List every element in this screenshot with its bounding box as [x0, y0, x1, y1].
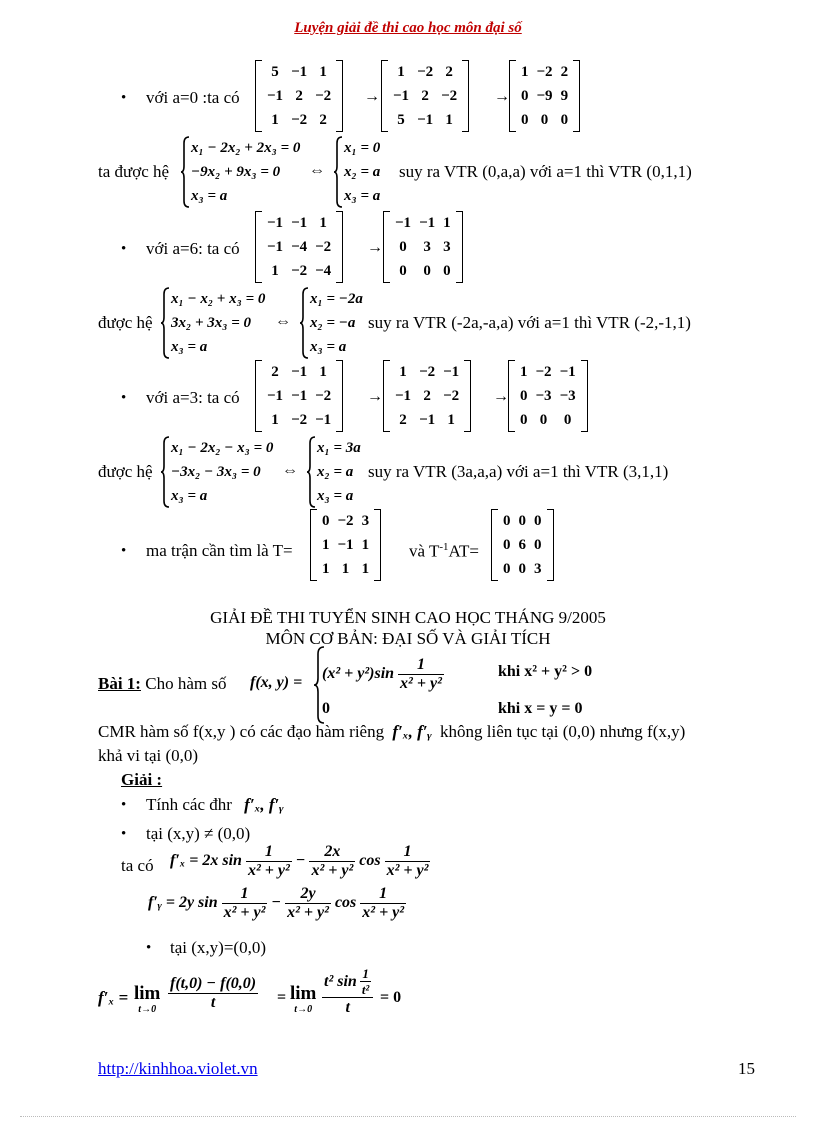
- matrix-row: [391, 360, 463, 384]
- arrow: →: [364, 88, 380, 105]
- matrix-row: [499, 557, 546, 581]
- matrix-cell: 0: [503, 512, 511, 529]
- matrix-cell: 0: [503, 560, 511, 577]
- matrix-row: [263, 259, 335, 283]
- limit-denominator: t: [345, 999, 350, 1016]
- fraction-denominator: x² + y²: [247, 862, 290, 879]
- system-equation: x₂ = −a: [310, 315, 356, 331]
- matrix-cell: −9: [536, 87, 553, 104]
- system-a6-right: [299, 287, 363, 359]
- matrix-cell: 1: [319, 63, 327, 80]
- matrix-cell: 0: [540, 111, 549, 128]
- system-equation: x₁ = 3a: [317, 440, 361, 456]
- matrix-cell: −2: [535, 363, 552, 380]
- matrix-cell: 3: [534, 560, 542, 577]
- matrix-cell: 1: [361, 560, 370, 577]
- matrix-cell: −1: [559, 363, 576, 380]
- result-lead: ma trận cần tìm là T=: [146, 541, 293, 560]
- matrix-row: [391, 211, 455, 235]
- arrow: →: [494, 88, 510, 105]
- matrix-cell: −1: [395, 214, 412, 231]
- system-equation: x₂ = a: [317, 464, 354, 480]
- system-equation: x₁ − x₂ + x₃ = 0: [171, 291, 266, 307]
- result-mid2-text: AT=: [448, 541, 479, 561]
- piecewise-case1: [322, 656, 444, 693]
- matrix-cell: 1: [271, 262, 279, 279]
- matrix-row: [318, 509, 373, 533]
- fraction-numerator: 1: [246, 843, 292, 862]
- matrix-row: [517, 84, 572, 108]
- matrix-row: [263, 384, 335, 408]
- footer-link[interactable]: http://kinhhoa.violet.vn: [98, 1059, 258, 1078]
- matrix-cell: −2: [315, 387, 332, 404]
- matrix-cell: 5: [397, 111, 405, 128]
- matrix-bracket-right: [581, 360, 588, 432]
- problem-label: Bài 1:: [98, 674, 141, 693]
- system-lead: ta được hệ: [98, 162, 170, 181]
- matrix-cell: 5: [271, 63, 279, 80]
- matrix-bracket-right: [374, 509, 381, 581]
- matrix-row: [391, 408, 463, 432]
- limit-numerator: [322, 966, 373, 998]
- matrix-table: [263, 360, 335, 432]
- case-a3-lead: với a=3: ta có: [146, 388, 240, 407]
- fraction: [309, 843, 355, 880]
- fraction-numerator: 1: [385, 843, 431, 862]
- system-equation: −3x₂ − 3x₃ = 0: [171, 464, 261, 480]
- matrix-cell: 6: [518, 536, 526, 553]
- problem-lead: Cho hàm số: [145, 674, 227, 693]
- matrix-cell: −1: [267, 387, 284, 404]
- matrix-cell: 0: [521, 111, 529, 128]
- matrix-cell: −1: [337, 536, 354, 553]
- system-equation: x₁ = 0: [344, 140, 381, 156]
- lim-text: lim: [134, 983, 161, 1004]
- partials-math: f′ₓ, f′ᵧ: [392, 722, 432, 741]
- fraction: [385, 843, 431, 880]
- matrix-cell: 2: [421, 87, 429, 104]
- fraction-denominator: x² + y²: [386, 862, 429, 879]
- matrix-a3-3: [508, 360, 588, 432]
- matrix-a0-3: [509, 60, 580, 132]
- system-brace: [180, 136, 190, 208]
- equiv-symbol: ⇔: [275, 313, 291, 330]
- matrix-table: [391, 360, 463, 432]
- matrix-cell: −1: [443, 363, 460, 380]
- matrix-bracket-left: [509, 60, 516, 132]
- system-brace: [160, 436, 170, 508]
- bullet: •: [121, 826, 127, 842]
- fx-lhs: f′ₓ = 2x sin: [170, 852, 242, 870]
- matrix-row: [516, 360, 580, 384]
- fraction: [360, 885, 406, 922]
- matrix-a3-1: [255, 360, 343, 432]
- matrix-cell: 0: [521, 87, 529, 104]
- system-equation: x₃ = a: [317, 488, 354, 504]
- inner-fraction: [360, 966, 372, 997]
- matrix-cell: 0: [560, 111, 569, 128]
- fraction-numerator: 1: [222, 885, 268, 904]
- problem-statement: [98, 674, 226, 694]
- matrix-cell: 1: [341, 560, 350, 577]
- matrix-cell: 0: [518, 560, 526, 577]
- arrow: →: [493, 388, 509, 405]
- matrix-row: [517, 60, 572, 84]
- matrix-bracket-left: [491, 509, 498, 581]
- matrix-cell: 0: [399, 238, 407, 255]
- bullet: •: [121, 241, 127, 257]
- matrix-cell: 9: [560, 87, 569, 104]
- matrix-cell: 0: [399, 262, 407, 279]
- matrix-cell: 3: [361, 512, 370, 529]
- matrix-cell: 1: [271, 111, 279, 128]
- matrix-cell: 0: [322, 512, 330, 529]
- matrix-cell: 0: [534, 536, 542, 553]
- matrix-a6-1: [255, 211, 343, 283]
- matrix-cell: 2: [423, 387, 431, 404]
- matrix-a6-2: [383, 211, 463, 283]
- matrix-cell: 0: [563, 411, 572, 428]
- matrix-cell: 1: [520, 363, 528, 380]
- case1-fraction: [398, 656, 444, 693]
- matrix-row: [263, 108, 335, 132]
- matrix-row: [318, 533, 373, 557]
- matrix-bracket-left: [508, 360, 515, 432]
- system-equation: x₃ = a: [191, 188, 228, 204]
- system-a0-right: [333, 136, 380, 208]
- matrix-bracket-right: [464, 360, 471, 432]
- exam-subtitle: MÔN CƠ BẢN: ĐẠI SỐ VÀ GIẢI TÍCH: [265, 629, 551, 648]
- fraction-numerator: 1: [360, 966, 372, 982]
- matrix-cell: 2: [319, 111, 327, 128]
- matrix-cell: 1: [397, 63, 405, 80]
- matrix-bracket-right: [462, 60, 469, 132]
- fraction-denominator: x² + y²: [400, 675, 442, 692]
- matrix-cell: −2: [291, 411, 308, 428]
- fraction-denominator: x² + y²: [311, 862, 354, 879]
- matrix-cell: 0: [520, 411, 528, 428]
- matrix-cell: −2: [419, 363, 436, 380]
- limit-fraction-1: [168, 975, 258, 1012]
- limit-operator-1: [134, 984, 160, 1016]
- case-a3-conclusion: suy ra VTR (3a,a,a) với a=1 thì VTR (3,1,1): [368, 462, 669, 481]
- matrix-cell: 2: [295, 87, 303, 104]
- matrix-row: [389, 108, 461, 132]
- matrix-cell: 1: [521, 63, 529, 80]
- system-a3-left: [160, 436, 273, 508]
- matrix-cell: 0: [539, 411, 548, 428]
- case-a0-lead: với a=0 :ta có: [146, 88, 240, 107]
- matrix-row: [263, 408, 335, 432]
- running-header: Luyện giải đề thi cao học môn đại số: [294, 20, 522, 36]
- solution-step2: tại (x,y) ≠ (0,0): [146, 824, 251, 843]
- system-equation: x₃ = a: [171, 488, 208, 504]
- cos-text: cos: [359, 852, 381, 870]
- matrix-cell: −4: [315, 262, 332, 279]
- fraction-numerator: 1: [398, 656, 444, 675]
- system-lead: được hệ: [98, 462, 153, 481]
- matrix-cell: 0: [443, 262, 451, 279]
- lim-subscript: t→0: [138, 1004, 157, 1015]
- matrix-row: [263, 60, 335, 84]
- system-brace: [333, 136, 343, 208]
- matrix-cell: −3: [535, 387, 552, 404]
- matrix-table: [516, 360, 580, 432]
- solution-step1: [146, 795, 284, 815]
- matrix-cell: 1: [443, 214, 451, 231]
- matrix-cell: −1: [393, 87, 410, 104]
- limit-fraction-2: [322, 966, 373, 1018]
- bullet: •: [121, 797, 127, 813]
- case1-expr: (x² + y²)sin: [322, 665, 395, 683]
- matrix-cell: 1: [319, 363, 327, 380]
- fy-formula: [148, 885, 406, 922]
- system-brace: [160, 287, 170, 359]
- system-equation: x₁ − 2x₂ + 2x₃ = 0: [191, 140, 301, 156]
- arrow: →: [367, 388, 383, 405]
- system-equation: 3x₂ + 3x₃ = 0: [171, 315, 252, 331]
- bullet: •: [121, 543, 127, 559]
- matrix-cell: 2: [560, 63, 569, 80]
- fraction: [222, 885, 268, 922]
- matrix-table: [499, 509, 546, 581]
- matrix-cell: 1: [322, 560, 330, 577]
- case-a6-lead: với a=6: ta có: [146, 239, 240, 258]
- matrix-cell: 0: [534, 512, 542, 529]
- system-equation: x₃ = a: [171, 339, 208, 355]
- matrix-cell: −1: [315, 411, 332, 428]
- fraction: [168, 975, 258, 1012]
- system-equation: x₂ = a: [344, 164, 381, 180]
- matrix-cell: −1: [419, 214, 436, 231]
- fraction-numerator: f(t,0) − f(0,0): [170, 975, 257, 992]
- limit-result: = 0: [380, 989, 402, 1006]
- fraction: [285, 885, 331, 922]
- fraction-denominator: x² + y²: [287, 904, 329, 921]
- system-lead: được hệ: [98, 313, 153, 332]
- matrix-row: [263, 84, 335, 108]
- matrix-cell: −2: [291, 262, 308, 279]
- matrix-bracket-left: [383, 211, 390, 283]
- lim-text: lim: [290, 983, 317, 1004]
- fraction-denominator: t: [210, 994, 216, 1011]
- minus-sign: −: [295, 852, 306, 870]
- matrix-table: [391, 211, 455, 283]
- matrix-bracket-left: [310, 509, 317, 581]
- cmr-line1: [98, 722, 685, 742]
- matrix-table: [389, 60, 461, 132]
- equiv-symbol: ⇔: [282, 462, 298, 479]
- exam-title: GIẢI ĐỀ THI TUYỂN SINH CAO HỌC THÁNG 9/2005: [210, 608, 606, 627]
- fraction-denominator: t²: [361, 982, 370, 997]
- matrix-bracket-left: [255, 60, 262, 132]
- lim-num2: t² sin: [324, 972, 357, 990]
- matrix-bracket-right: [456, 211, 463, 283]
- matrix-cell: −1: [419, 411, 436, 428]
- matrix-table: [318, 509, 373, 581]
- cos-text: cos: [334, 894, 357, 912]
- fraction-denominator: x² + y²: [223, 904, 266, 921]
- matrix-row: [389, 60, 461, 84]
- matrix-cell: −4: [291, 238, 308, 255]
- step1-math: f′ₓ, f′ᵧ: [244, 795, 284, 814]
- matrix-row: [389, 84, 461, 108]
- matrix-bracket-left: [381, 60, 388, 132]
- arrow: →: [367, 239, 383, 256]
- matrix-cell: −1: [395, 387, 412, 404]
- inverse-sup: -1: [439, 541, 449, 553]
- matrix-bracket-left: [255, 360, 262, 432]
- matrix-cell: −1: [267, 87, 284, 104]
- lim-subscript: t→0: [294, 1004, 313, 1015]
- matrix-row: [391, 384, 463, 408]
- matrix-cell: 1: [271, 411, 279, 428]
- matrix-cell: 1: [322, 536, 330, 553]
- matrix-cell: 1: [361, 536, 370, 553]
- system-equation: x₃ = a: [344, 188, 381, 204]
- case1-condition: khi x² + y² > 0: [498, 663, 593, 680]
- matrix-row: [318, 557, 373, 581]
- matrix-cell: −1: [291, 363, 308, 380]
- bullet: •: [121, 90, 127, 106]
- minus-sign: −: [271, 894, 282, 912]
- matrix-table: [517, 60, 572, 132]
- fraction-numerator: 2x: [309, 843, 355, 862]
- matrix-cell: −1: [267, 238, 284, 255]
- matrix-row: [263, 235, 335, 259]
- fraction-denominator: x² + y²: [362, 904, 405, 921]
- matrix-cell: −1: [267, 214, 284, 231]
- matrix-row: [516, 384, 580, 408]
- solution-step3: tại (x,y)=(0,0): [170, 938, 266, 957]
- page-number: 15: [738, 1059, 755, 1078]
- matrix-bracket-right: [336, 60, 343, 132]
- matrix-table: [263, 60, 335, 132]
- matrix-row: [391, 235, 455, 259]
- matrix-cell: −2: [315, 87, 332, 104]
- matrix-cell: 0: [518, 512, 526, 529]
- system-a0-left: [180, 136, 300, 208]
- matrix-cell: −2: [417, 63, 434, 80]
- matrix-cell: 1: [447, 411, 455, 428]
- matrix-a3-2: [383, 360, 471, 432]
- taco-text: ta có: [121, 856, 154, 875]
- matrix-cell: 2: [271, 363, 279, 380]
- system-brace: [299, 287, 309, 359]
- equals-sign: =: [277, 989, 287, 1006]
- result-mid: [409, 541, 479, 562]
- matrix-a0-2: [381, 60, 469, 132]
- fraction-numerator: 1: [360, 885, 406, 904]
- matrix-cell: 3: [423, 238, 431, 255]
- system-brace: [306, 436, 316, 508]
- matrix-cell: 0: [423, 262, 431, 279]
- fraction: [246, 843, 292, 880]
- matrix-bracket-right: [336, 211, 343, 283]
- page-edge-divider: [20, 1116, 796, 1117]
- fy-lhs: f′ᵧ = 2y sin: [148, 894, 218, 912]
- matrix-cell: −1: [417, 111, 434, 128]
- system-equation: −9x₂ + 9x₃ = 0: [191, 164, 281, 180]
- case-a0-conclusion: suy ra VTR (0,a,a) với a=1 thì VTR (0,1,1): [399, 162, 692, 181]
- system-equation: x₁ = −2a: [310, 291, 363, 307]
- fraction-numerator: 2y: [285, 885, 331, 904]
- system-a6-left: [160, 287, 265, 359]
- case2-condition: khi x = y = 0: [498, 700, 583, 717]
- matrix-row: [263, 211, 335, 235]
- matrix-cell: 1: [319, 214, 327, 231]
- matrix-table: [263, 211, 335, 283]
- equiv-symbol: ⇔: [309, 162, 325, 179]
- matrix-cell: 3: [443, 238, 451, 255]
- matrix-cell: −1: [291, 63, 308, 80]
- case2-expr: 0: [322, 700, 330, 717]
- matrix-bracket-left: [255, 211, 262, 283]
- cmr-line2: khả vi tại (0,0): [98, 746, 199, 765]
- matrix-T: [310, 509, 381, 581]
- system-a3-right: [306, 436, 361, 508]
- fx-formula: [170, 843, 430, 880]
- matrix-a0-1: [255, 60, 343, 132]
- matrix-row: [499, 533, 546, 557]
- matrix-cell: −2: [337, 512, 354, 529]
- system-equation: x₁ − 2x₂ − x₃ = 0: [171, 440, 274, 456]
- system-equation: x₃ = a: [310, 339, 347, 355]
- matrix-bracket-right: [336, 360, 343, 432]
- matrix-cell: −1: [291, 387, 308, 404]
- matrix-cell: −1: [291, 214, 308, 231]
- matrix-cell: 1: [399, 363, 407, 380]
- matrix-diagonal: [491, 509, 554, 581]
- matrix-row: [391, 259, 455, 283]
- cmr-text1: CMR hàm số f(x,y ) có các đạo hàm riêng: [98, 722, 385, 741]
- result-mid-text: và T: [409, 541, 440, 561]
- limit-operator-2: [290, 984, 316, 1016]
- matrix-row: [263, 360, 335, 384]
- matrix-cell: 2: [399, 411, 407, 428]
- matrix-row: [516, 408, 580, 432]
- matrix-bracket-right: [547, 509, 554, 581]
- matrix-cell: −2: [441, 87, 458, 104]
- matrix-cell: 0: [503, 536, 511, 553]
- matrix-cell: 1: [445, 111, 453, 128]
- matrix-cell: 2: [445, 63, 453, 80]
- matrix-bracket-left: [383, 360, 390, 432]
- function-lhs: f(x, y) =: [250, 674, 303, 691]
- matrix-cell: −2: [443, 387, 460, 404]
- bullet: •: [121, 390, 127, 406]
- bullet: •: [146, 940, 152, 956]
- limit-lhs: f′ₓ =: [98, 988, 129, 1007]
- matrix-cell: −2: [291, 111, 308, 128]
- footer-link-wrap: [98, 1059, 258, 1079]
- matrix-cell: −2: [536, 63, 553, 80]
- matrix-cell: −3: [559, 387, 576, 404]
- case-a6-conclusion: suy ra VTR (-2a,-a,a) với a=1 thì VTR (-2,-1,1): [368, 313, 691, 332]
- matrix-bracket-right: [573, 60, 580, 132]
- matrix-cell: 0: [520, 387, 528, 404]
- matrix-row: [517, 108, 572, 132]
- solution-label: Giải :: [121, 770, 163, 789]
- matrix-row: [499, 509, 546, 533]
- step1-text: Tính các đhr: [146, 795, 232, 814]
- cmr-text2: không liên tục tại (0,0) nhưng f(x,y): [440, 722, 686, 741]
- matrix-cell: −2: [315, 238, 332, 255]
